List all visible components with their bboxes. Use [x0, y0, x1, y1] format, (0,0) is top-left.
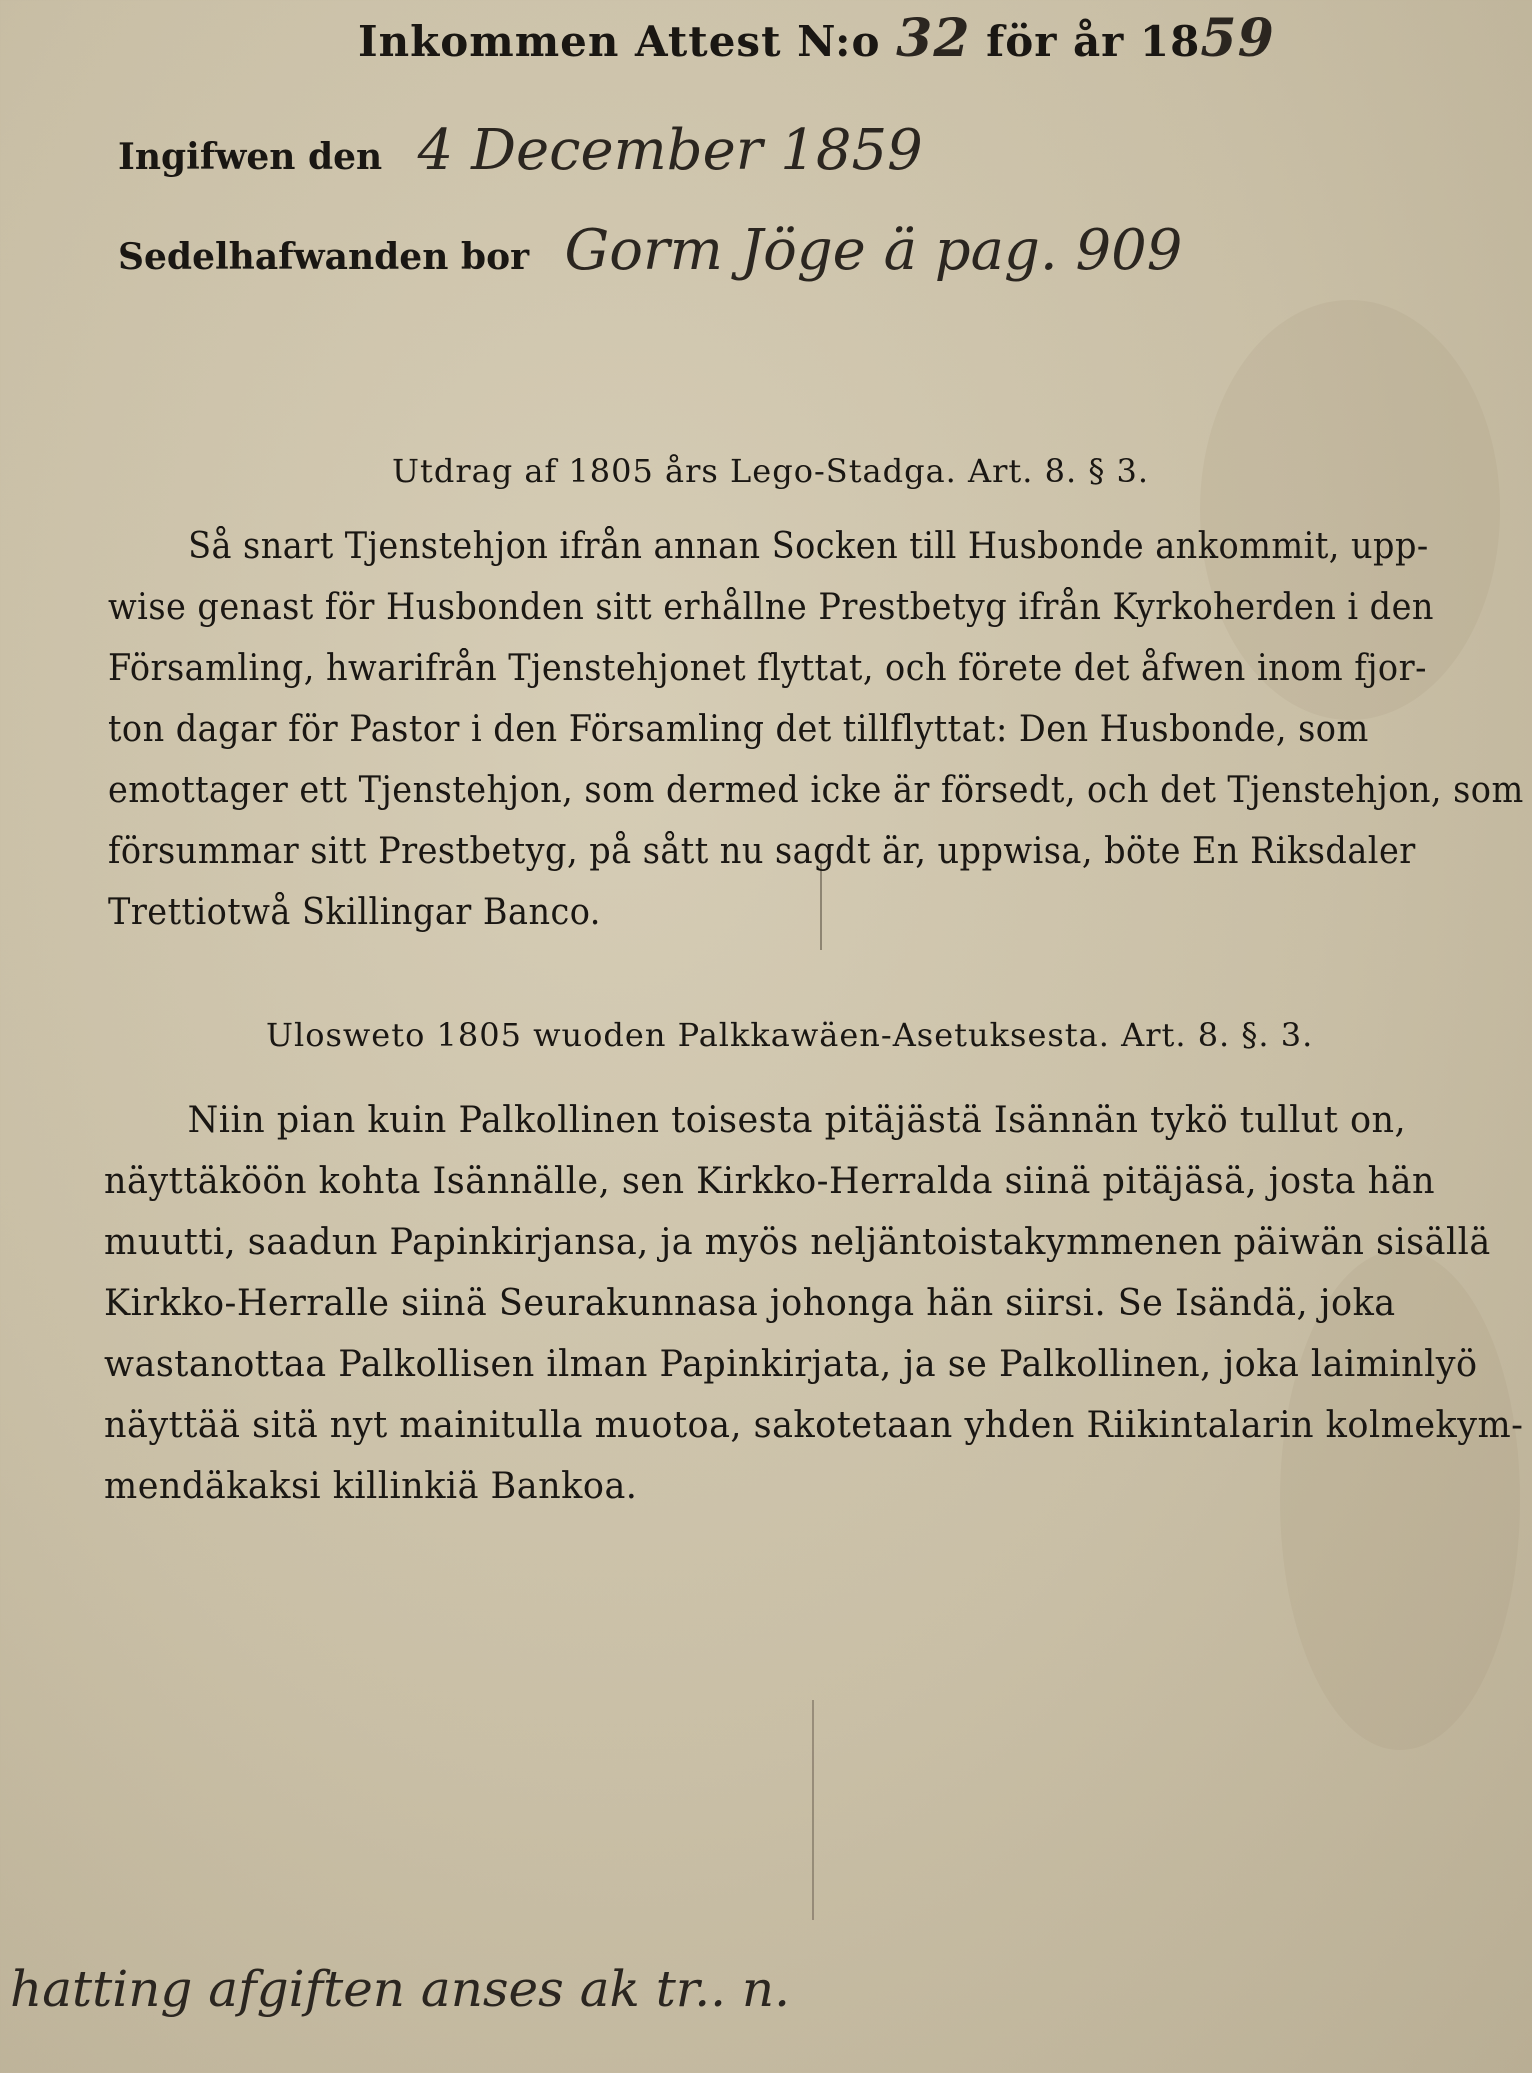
handwritten-note: hatting afgiften anses ak tr.. n. [10, 1960, 790, 2018]
attest-number: 32 [896, 8, 971, 69]
finnish-paragraph [104, 1090, 1532, 1517]
field-value: 4 December 1859 [417, 118, 923, 183]
year-suffix: 59 [1200, 8, 1275, 69]
field-label: Ingifwen den [118, 136, 383, 178]
field-label: Sedelhafwanden bor [118, 236, 530, 278]
paragraph-line: emottager ett Tjenstehjon, som dermed icke är försedt, och det Tjenstehjon, som [108, 770, 1524, 811]
paragraph-line: Kirkko-Herralle siinä Seurakunnasa johonga hän siirsi. Se Isändä, joka [104, 1283, 1396, 1324]
field-residence [118, 218, 1182, 283]
paragraph-line: ton dagar för Pastor i den Församling det tillflyttat: Den Husbonde, som [108, 709, 1369, 750]
finnish-heading: Ulosweto 1805 wuoden Palkkawäen-Asetuksesta. Art. 8. §. 3. [266, 1016, 1314, 1054]
paragraph-line: Så snart Tjenstehjon ifrån annan Socken till Husbonde ankommit, upp- [188, 526, 1429, 567]
paragraph-line: muutti, saadun Papinkirjansa, ja myös neljäntoistakymmenen päiwän sisällä [104, 1222, 1491, 1263]
paper-fold [812, 1700, 814, 1920]
paragraph-line: wastanottaa Palkollisen ilman Papinkirjata, ja se Palkollinen, joka laiminlyö [104, 1344, 1478, 1385]
paragraph-line: näyttää sitä nyt mainitulla muotoa, sakotetaan yhden Riikintalarin kolmekym- [104, 1405, 1524, 1446]
paragraph-line: Trettiotwå Skillingar Banco. [108, 892, 601, 933]
field-value: Gorm Jöge ä pag. 909 [564, 218, 1183, 283]
paragraph-line: försummar sitt Prestbetyg, på sått nu sagdt är, uppwisa, böte En Riksdaler [108, 831, 1416, 872]
swedish-heading: Utdrag af 1805 års Lego-Stadga. Art. 8. § 3. [392, 452, 1150, 490]
paragraph-line: näyttäköön kohta Isännälle, sen Kirkko-Herralda siinä pitäjäsä, josta hän [104, 1161, 1436, 1202]
field-submitted [118, 118, 923, 183]
attest-title [358, 8, 1275, 69]
swedish-paragraph [108, 516, 1532, 943]
paragraph-line: Församling, hwarifrån Tjenstehjonet flyttat, och förete det åfwen inom fjor- [108, 648, 1427, 689]
title-mid: för år 18 [986, 17, 1201, 66]
paragraph-line: mendäkaksi killinkiä Bankoa. [104, 1466, 638, 1507]
title-prefix: Inkommen Attest N:o [358, 17, 881, 66]
paragraph-line: Niin pian kuin Palkollinen toisesta pitäjästä Isännän tykö tullut on, [187, 1100, 1407, 1141]
paragraph-line: wise genast för Husbonden sitt erhållne Prestbetyg ifrån Kyrkoherden i den [108, 587, 1434, 628]
